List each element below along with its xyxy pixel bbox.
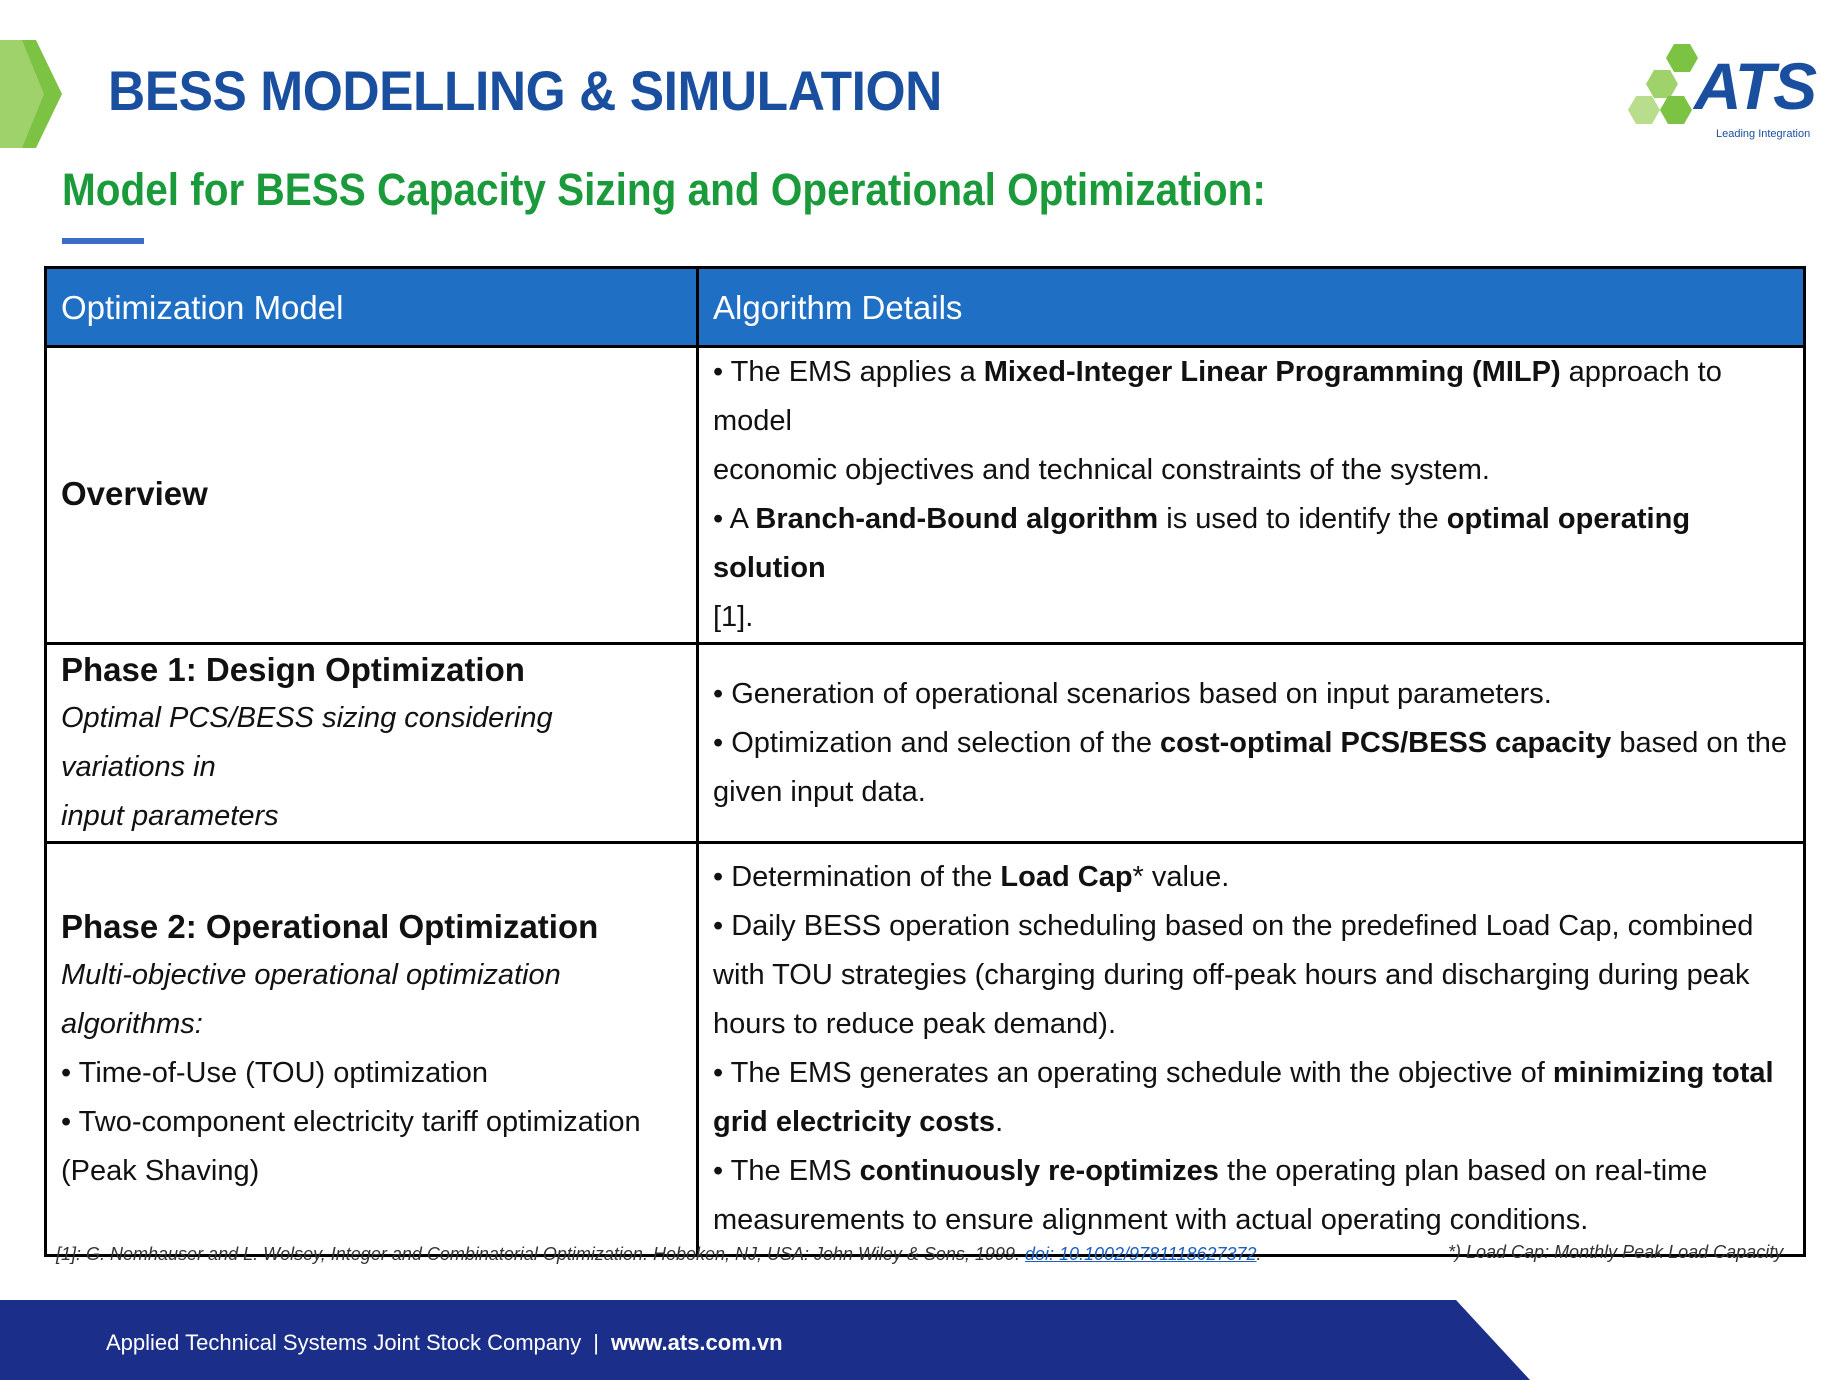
detail-line: • Determination of the Load Cap* value.	[713, 861, 1230, 893]
model-item: (Peak Shaving)	[61, 1155, 260, 1187]
footer-separator: |	[593, 1330, 599, 1355]
model-item: • Time-of-Use (TOU) optimization	[61, 1057, 488, 1089]
table-row-phase-2	[46, 843, 1805, 1256]
accent-chevron	[0, 40, 62, 148]
logo-wordmark: ATS	[1694, 49, 1816, 123]
detail-line: given input data.	[713, 775, 926, 808]
detail-line: • The EMS continuously re-optimizes the operating plan based on real-time	[713, 1155, 1708, 1187]
detail-line: • Optimization and selection of the cost-optimal PCS/BESS capacity based on the	[713, 726, 1788, 759]
table-header-row	[46, 268, 1805, 347]
model-cell	[46, 644, 698, 843]
model-name: Phase 2: Operational Optimization	[61, 908, 599, 945]
detail-line: hours to reduce peak demand).	[713, 1008, 1117, 1040]
detail-line: • The EMS applies a Mixed-Integer Linear Programming (MILP) approach to model	[713, 356, 1722, 437]
footer-company: Applied Technical Systems Joint Stock Company	[106, 1330, 582, 1355]
model-cell	[46, 347, 698, 644]
detail-line: • Daily BESS operation scheduling based on the predefined Load Cap, combined	[713, 910, 1754, 942]
table-row-overview	[46, 347, 1805, 644]
detail-line: economic objectives and technical constraints of the system.	[713, 454, 1490, 486]
page-title: BESS MODELLING & SIMULATION	[108, 59, 942, 122]
model-description: input parameters	[61, 800, 279, 832]
model-cell	[46, 843, 698, 1256]
model-description: Optimal PCS/BESS sizing considering variations in	[61, 702, 553, 783]
model-description: Multi-objective operational optimization algorithms:	[61, 959, 561, 1040]
detail-line: with TOU strategies (charging during off-peak hours and discharging during peak	[713, 959, 1750, 991]
reference-footnote: [1]: G. Nemhauser and L. Wolsey, Integer and Combinatorial Optimization. Hoboken, NJ, USA: John Wiley & Sons, 1999. doi: 10.1002/9781118627372.	[56, 1244, 1262, 1264]
detail-line: grid electricity costs.	[713, 1106, 1004, 1138]
footer	[106, 1330, 783, 1356]
details-cell	[698, 644, 1805, 843]
subtitle-underline	[62, 238, 144, 244]
doi-link[interactable]: doi: 10.1002/9781118627372	[1024, 1244, 1257, 1264]
optimization-table	[44, 266, 1806, 1257]
load-cap-footnote: *) Load Cap: Monthly Peak Load Capacity	[1448, 1242, 1784, 1262]
details-cell	[698, 843, 1805, 1256]
header-algorithm-details: Algorithm Details	[698, 268, 1805, 347]
model-name: Phase 1: Design Optimization	[61, 651, 525, 688]
detail-line: • Generation of operational scenarios based on input parameters.	[713, 677, 1552, 710]
table-row-phase-1	[46, 644, 1805, 843]
section-subtitle: Model for BESS Capacity Sizing and Operational Optimization:	[62, 164, 1266, 215]
model-item: • Two-component electricity tariff optimization	[61, 1106, 641, 1138]
reference-marker: [1].	[713, 601, 754, 633]
detail-line: measurements to ensure alignment with actual operating conditions.	[713, 1204, 1589, 1236]
footer-url[interactable]: www.ats.com.vn	[611, 1330, 783, 1355]
detail-line: • A Branch-and-Bound algorithm is used to identify the optimal operating solution	[713, 503, 1691, 584]
detail-line: • The EMS generates an operating schedule with the objective of minimizing total	[713, 1057, 1774, 1089]
details-cell	[698, 347, 1805, 644]
header-optimization-model: Optimization Model	[46, 268, 698, 347]
model-name: Overview	[61, 475, 208, 512]
logo-tagline: Leading Integration	[1716, 128, 1811, 140]
ats-logo	[1628, 40, 1824, 146]
